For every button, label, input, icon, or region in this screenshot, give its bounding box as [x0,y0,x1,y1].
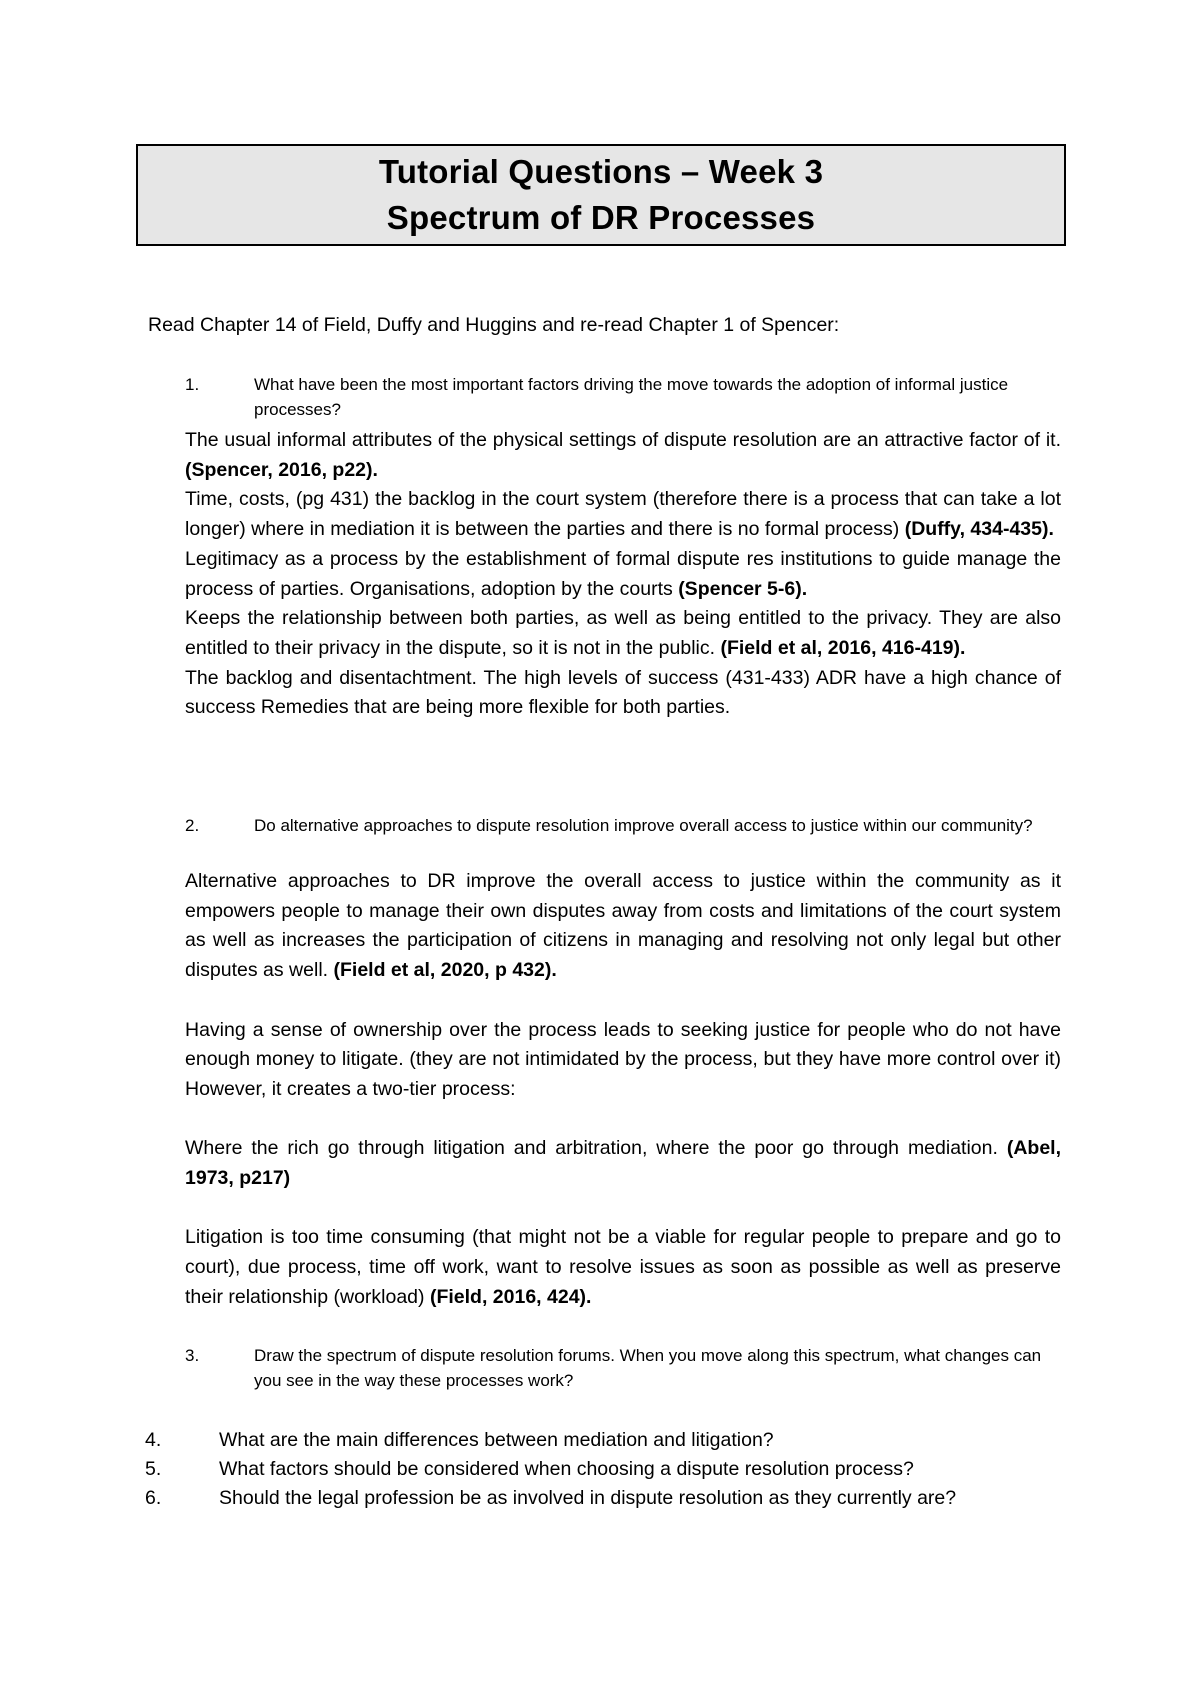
question-2-number: 2. [185,816,200,835]
answer-paragraph: Having a sense of ownership over the process leads to seeking justice for people who do not have enough money to litigate. (they are not intimidated by the process, but they have more control over it) However, it creates a two-tier process: [185,1018,1061,1100]
answer-paragraph: Keeps the relationship between both parties, as well as being entitled to the privacy. They are also entitled to their privacy in the dispute, so it is not in the public. (Field et al, 2016, 416-419). [185,607,1061,659]
remaining-questions [145,1426,1085,1513]
answer-paragraph: The backlog and disentachtment. The high levels of success (431-433) ADR have a high chance of success Remedies that are being more flexible for both parties. [185,666,1061,719]
question-1-answer [185,426,1061,723]
question-1 [185,372,1065,422]
question-1-text: What have been the most important factors driving the move towards the adoption of informal justice processes? [254,375,1009,419]
question-number: 4. [145,1429,162,1451]
question-number: 6. [145,1487,162,1509]
citation: (Field et al, 2020, p 432). [333,959,557,982]
citation: (Spencer 5-6). [678,577,808,600]
answer-paragraph: The usual informal attributes of the physical settings of dispute resolution are an attractive factor of it. (Spencer, 2016, p22). [185,429,1061,481]
page-subtitle: Spectrum of DR Processes [386,199,816,236]
answer-paragraph: Litigation is too time consuming (that might not be a viable for regular people to prepare and go to court), due process, time off work, want to resolve issues as soon as possible as well as preserve their relationship (workload) (Field, 2016, 424). [185,1226,1061,1308]
page-title: Tutorial Questions – Week 3 [378,153,824,190]
question-6 [145,1484,1085,1513]
citation: (Spencer, 2016, p22). [185,458,378,481]
question-3 [185,1343,1065,1393]
question-1-number: 1. [185,375,200,394]
answer-paragraph: Where the rich go through litigation and arbitration, where the poor go through mediation. (Abel, 1973, p217) [185,1137,1061,1189]
question-4 [145,1426,1085,1455]
citation: (Abel, 1973, p217) [185,1137,1061,1189]
answer-paragraph: Alternative approaches to DR improve the overall access to justice within the community as it empowers people to manage their own disputes away from costs and limitations of the court system as well as increases the participation of citizens in managing and resolving not only legal but other disputes as well. (Field et al, 2020, p 432). [185,870,1061,982]
citation: (Field et al, 2016, 416-419). [720,636,966,659]
title-box [136,144,1066,246]
question-2 [185,813,1065,838]
question-text: What are the main differences between mediation and litigation? [219,1429,774,1451]
citation: (Duffy, 434-435). [904,518,1054,541]
question-text: What factors should be considered when choosing a dispute resolution process? [219,1458,914,1480]
question-text: Should the legal profession be as involved in dispute resolution as they currently are? [219,1487,957,1509]
answer-paragraph: Time, costs, (pg 431) the backlog in the court system (therefore there is a process that can take a lot longer) where in mediation it is between the parties and there is no formal process) (Duffy, 434-435). [185,488,1061,541]
question-3-text: Draw the spectrum of dispute resolution forums. When you move along this spectrum, what changes can you see in the way these processes work? [254,1346,1042,1390]
reading-instruction: Read Chapter 14 of Field, Duffy and Huggins and re-read Chapter 1 of Spencer: [148,314,840,336]
question-3-number: 3. [185,1346,200,1365]
question-2-text: Do alternative approaches to dispute resolution improve overall access to justice within our community? [254,816,1033,835]
answer-paragraph: Legitimacy as a process by the establishment of formal dispute res institutions to guide manage the process of parties. Organisations, adoption by the courts (Spencer 5-6). [185,547,1061,600]
question-5 [145,1455,1085,1484]
question-number: 5. [145,1458,162,1480]
citation: (Field, 2016, 424). [429,1285,592,1308]
question-2-answer [185,867,1061,1313]
